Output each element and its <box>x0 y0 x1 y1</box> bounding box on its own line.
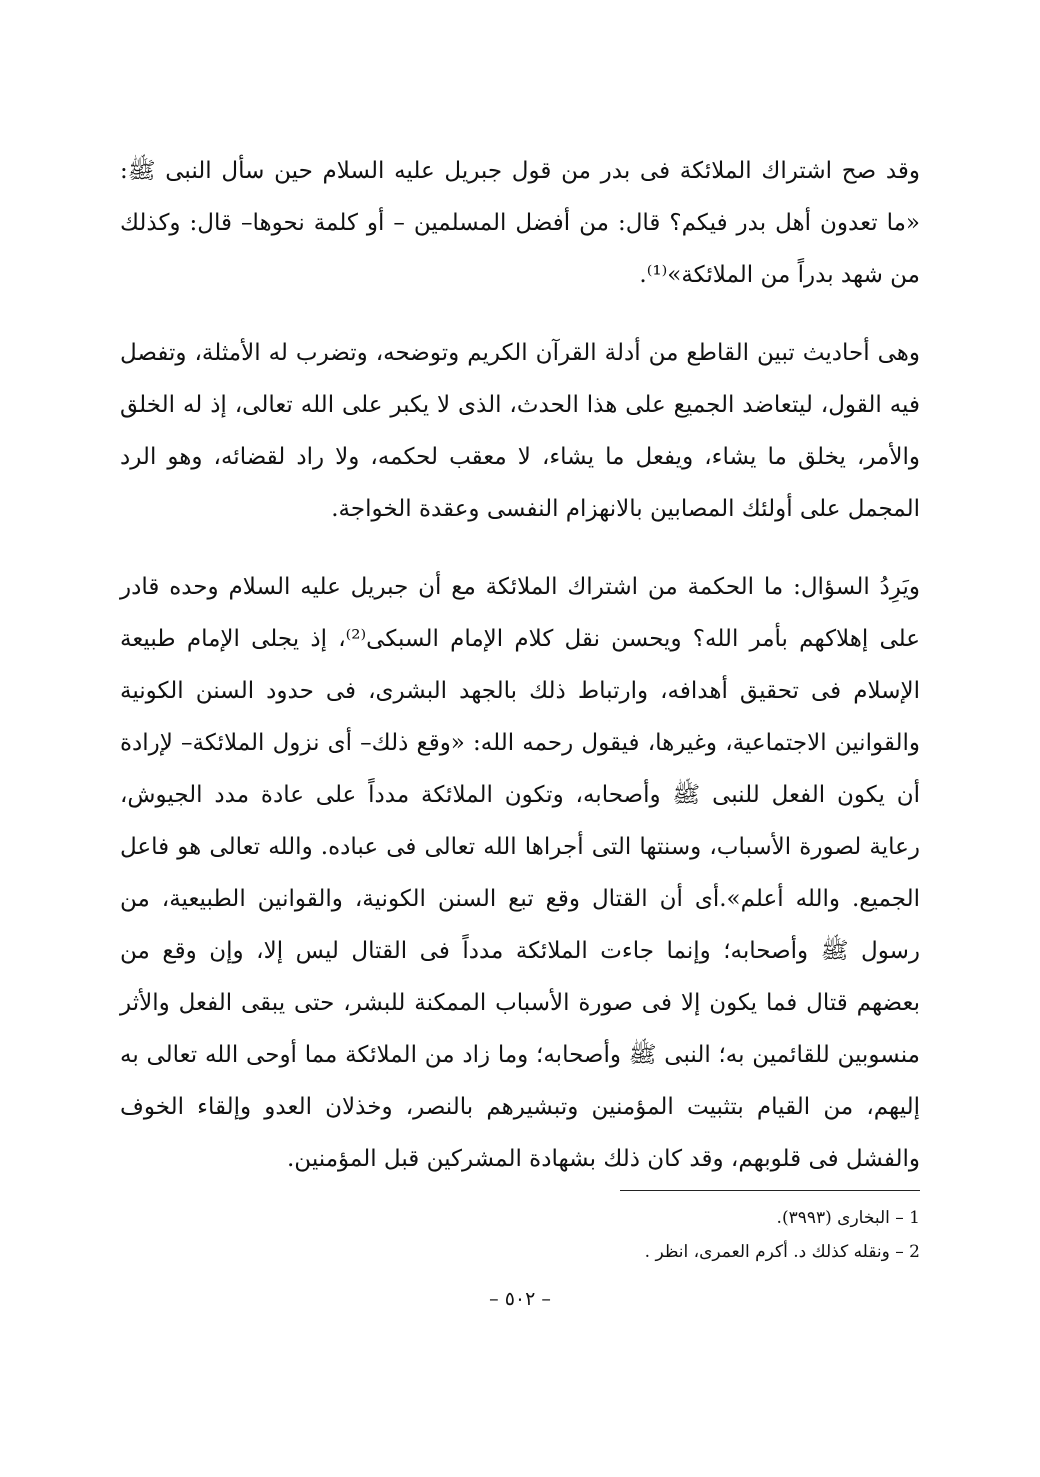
footnotes <box>120 1190 920 1269</box>
page-number: – ٥٠٢ – <box>489 1288 551 1310</box>
paragraph-3: ويَرِدُ السؤال: ما الحكمة من اشتراك الملائكة مع أن جبريل عليه السلام وحده قادر على إهلاكهم بأمر الله؟ ويحسن نقل كلام الإمام السبكى⁽²⁾، إذ يجلى الإمام طبيعة الإسلام فى تحقيق أهدافه، وارتباط ذلك بالجهد البشرى، فى حدود السنن الكونية والقوانين الاجتماعية، وغيرها، فيقول رحمه الله: «وقع ذلك– أى نزول الملائكة– لإرادة أن يكون الفعل للنبى ﷺ وأصحابه، وتكون الملائكة مدداً على عادة مدد الجيوش، رعاية لصورة الأسباب، وسنتها التى أجراها الله تعالى فى عباده. والله تعالى هو فاعل الجميع. والله أعلم».أى أن القتال وقع تبع السنن الكونية، والقوانين الطبيعية، من رسول ﷺ وأصحابه؛ وإنما جاءت الملائكة مدداً فى القتال ليس إلا، وإن وقع من بعضهم قتال فما يكون إلا فى صورة الأسباب الممكنة للبشر، حتى يبقى الفعل والأثر منسوبين للقائمين به؛ النبى ﷺ وأصحابه؛ وما زاد من الملائكة مما أوحى الله تعالى به إليهم، من القيام بتثبيت المؤمنين وتبشيرهم بالنصر، وخذلان العدو وإلقاء الخوف والفشل فى قلوبهم، وقد كان ذلك بشهادة المشركين قبل المؤمنين. <box>120 574 920 1172</box>
footnote-separator <box>620 1190 920 1191</box>
main-text <box>120 145 920 1185</box>
paragraph-2: وهى أحاديث تبين القاطع من أدلة القرآن الكريم وتوضحه، وتضرب له الأمثلة، وتفصل فيه القول، ليتعاضد الجميع على هذا الحدث، الذى لا يكبر على الله تعالى، إذ له الخلق والأمر، يخلق ما يشاء، ويفعل ما يشاء، لا معقب لحكمه، ولا راد لقضائه، وهو الرد المجمل على أولئك المصابين بالانهزام النفسى وعقدة الخواجة. <box>120 340 920 522</box>
footnote-1: 1 – البخارى (٣٩٩٣). <box>776 1208 920 1228</box>
footnote-2: 2 – ونقله كذلك د. أكرم العمرى، انظر . <box>644 1242 920 1262</box>
paragraph-1: وقد صح اشتراك الملائكة فى بدر من قول جبريل عليه السلام حين سأل النبى ﷺ: «ما تعدون أهل بدر فيكم؟ قال: من أفضل المسلمين – أو كلمة نحوها– قال: وكذلك من شهد بدراً من الملائكة»⁽¹⁾. <box>120 158 920 288</box>
